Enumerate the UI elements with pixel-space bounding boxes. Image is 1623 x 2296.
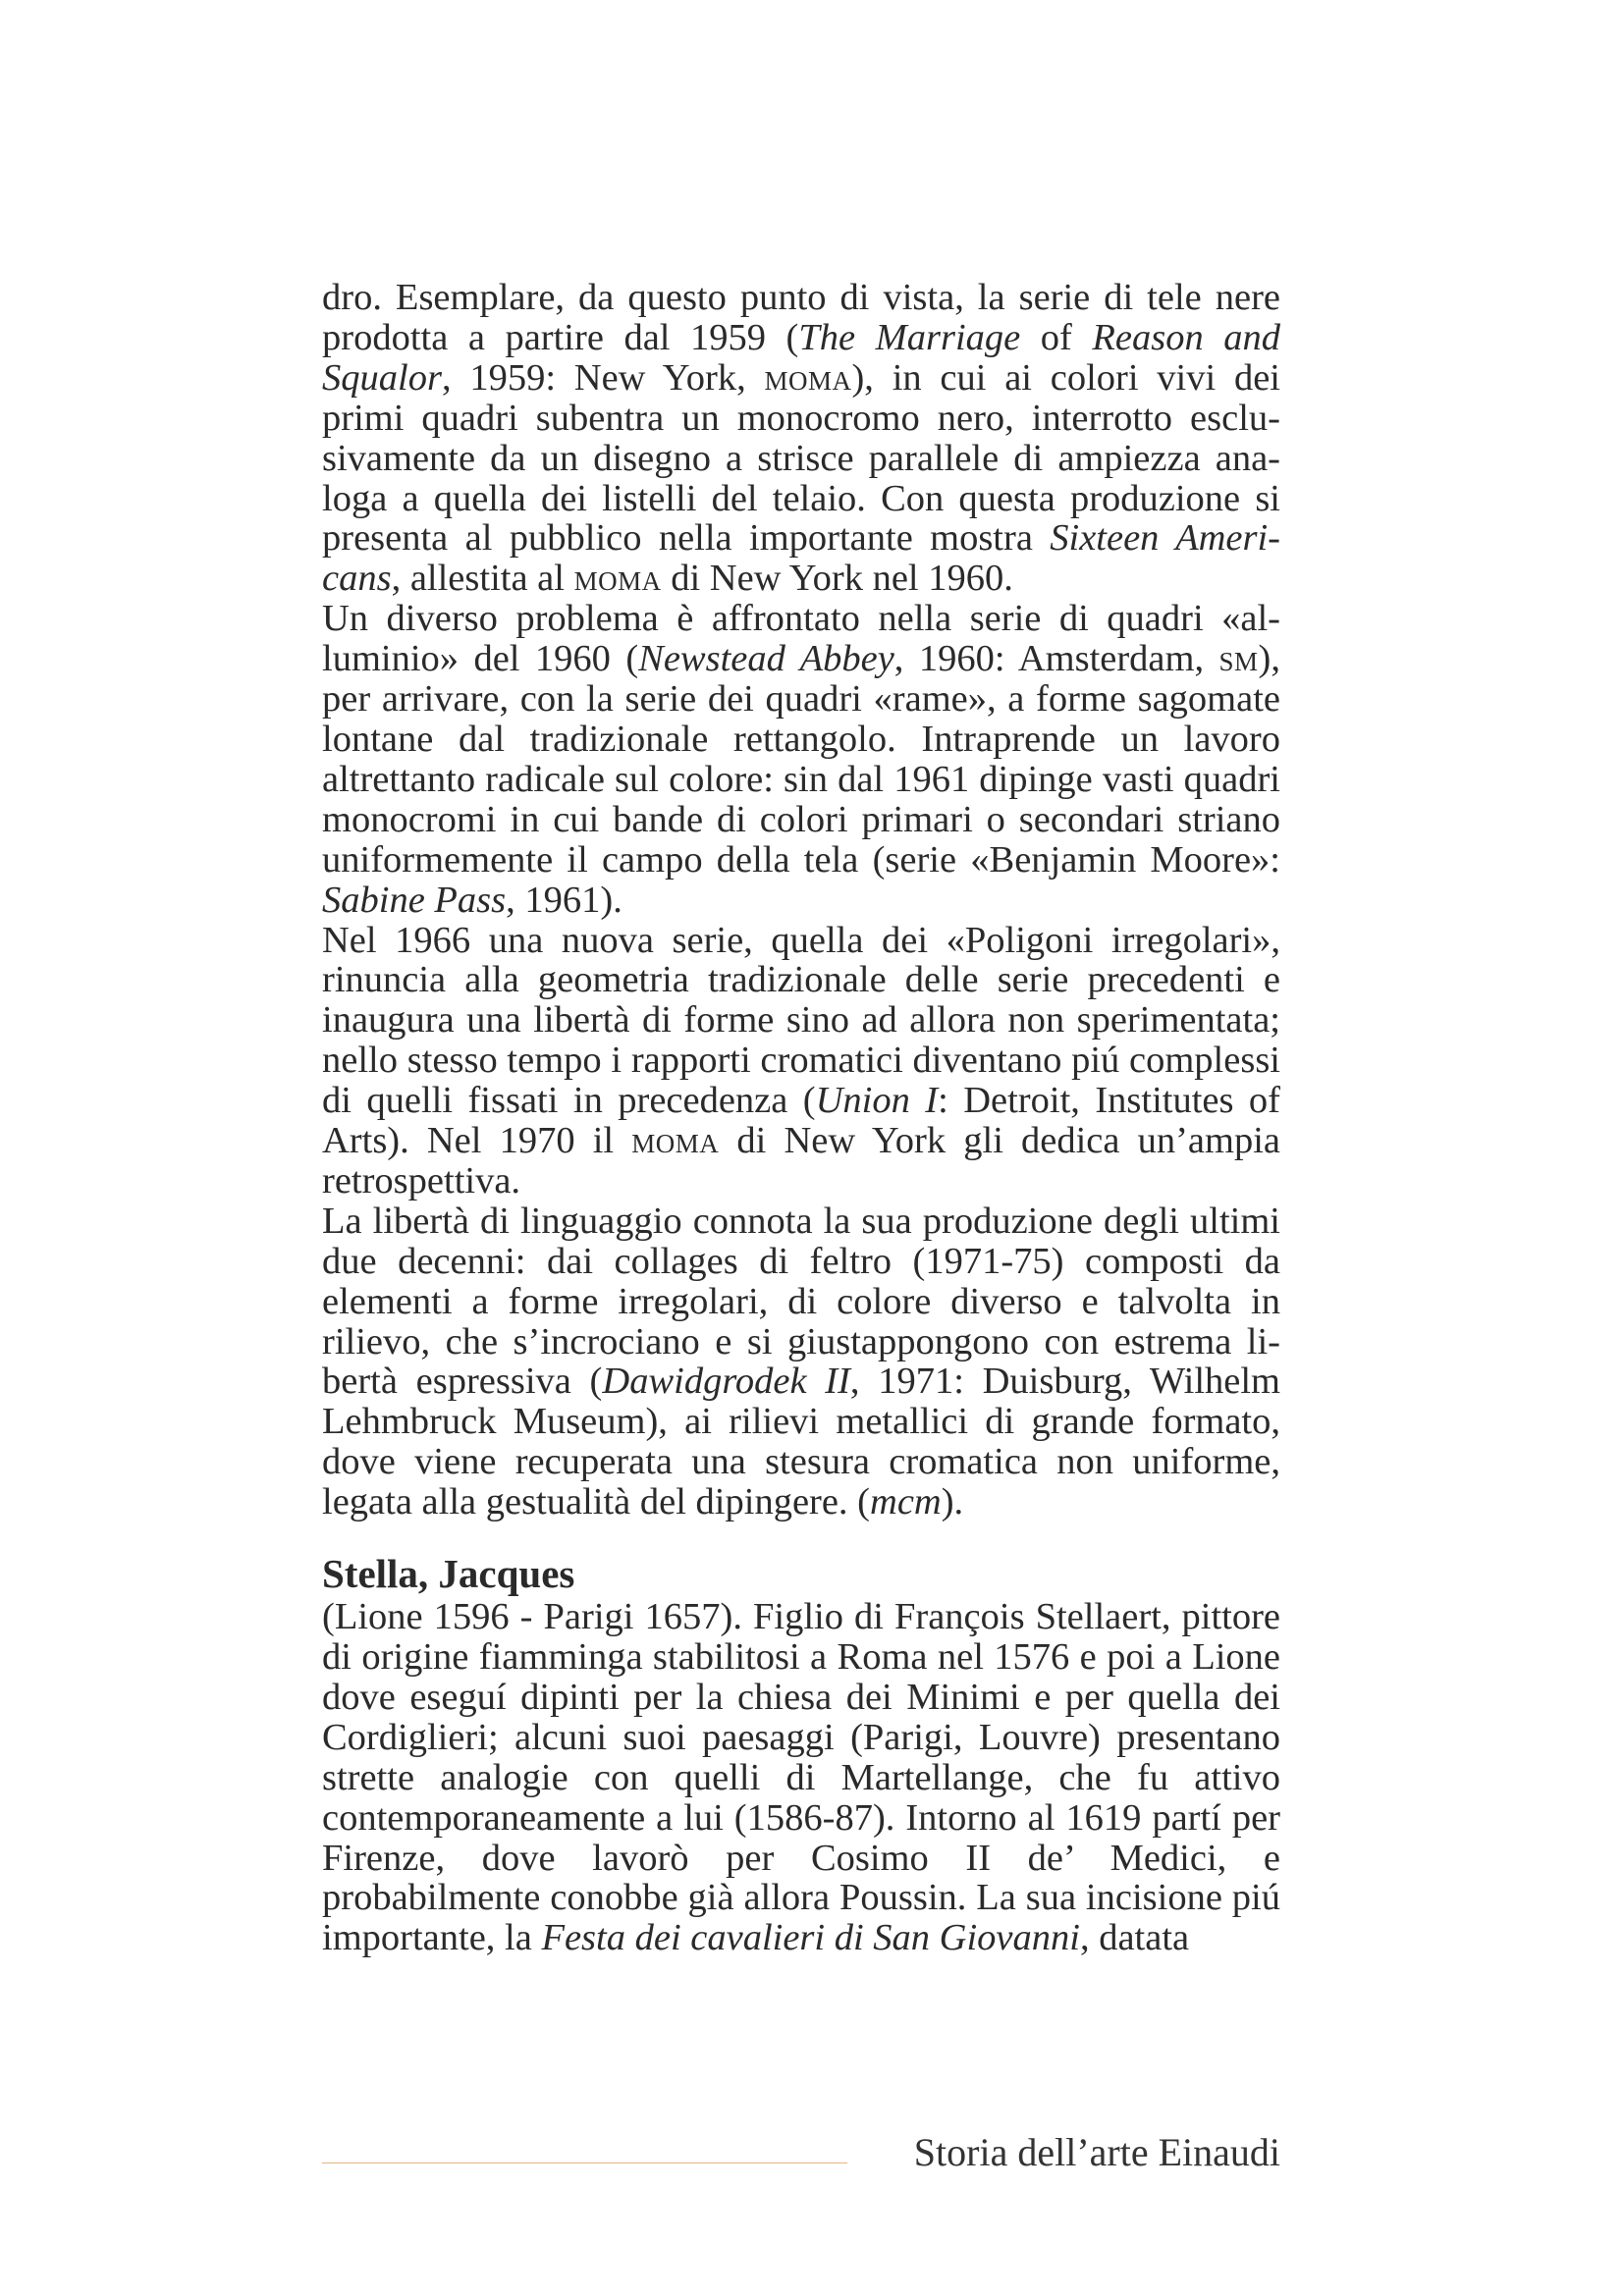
- paragraph: [322, 1597, 1280, 1958]
- artwork-title: Festa dei cavalieri di San Giovanni: [541, 1917, 1080, 1959]
- text-run: Un diverso problema è affrontato nella serie di quadri «alluminio» del 1960 (: [322, 598, 1280, 680]
- paragraph: [322, 278, 1280, 599]
- artwork-title: Reason and Squalor: [322, 316, 1280, 399]
- entry-heading: Stella, Jacques: [322, 1551, 575, 1597]
- exhibition-title: Sixteen Americans: [322, 517, 1280, 600]
- artwork-title: Dawidgrodek II: [602, 1361, 850, 1403]
- text-run: , datata: [1079, 1917, 1190, 1959]
- text-run: of: [1020, 316, 1093, 358]
- museum-abbreviation: moma: [631, 1120, 720, 1162]
- text-run: , 1971: Duisburg, Wilhelm Lehmbruck Museum), ai rilievi metallici di grande formato, dove viene recuperata una stesura cromatica non uniforme, legata alla gestualità del dipingere. (: [322, 1361, 1280, 1523]
- article-body: [322, 278, 1280, 1958]
- text-run: , 1959: New York,: [441, 356, 765, 399]
- text-run: , allestita al: [391, 558, 574, 600]
- artwork-title: Newstead Abbey: [638, 638, 894, 680]
- artwork-title: Union I: [815, 1080, 939, 1122]
- text-run: La libertà di linguaggio connota la sua produzione degli ultimi due decenni: dai collages di feltro (1971-75) composti da elementi a forme irregolari, di colore diverso e talvolta in rilievo, che s’incrociano e si giustappongono con estrema libertà espressiva (: [322, 1200, 1280, 1403]
- text-run: , 1961).: [506, 879, 622, 921]
- text-run: dro. Esemplare, da questo punto di vista, la serie di tele nere prodotta a partire dal 1959 (: [322, 277, 1280, 358]
- text-run: (Lione 1596 - Parigi 1657). Figlio di François Stellaert, pittore di origine fiamminga stabilitosi a Roma nel 1576 e poi a Lione dove eseguí dipinti per la chiesa dei Minimi e per quella dei Cordiglieri; alcuni suoi paesaggi (Parigi, Louvre) presentano strette analogie con quelli di Martellange, che fu attivo contemporaneamente a lui (1586-87). Intorno al 1619 partí per Firenze, dove lavorò per Cosimo II de’ Medici, e probabilmente conobbe già allora Poussin. La sua incisione piú importante, la: [322, 1596, 1280, 1959]
- artwork-title: Sabine Pass: [322, 879, 507, 921]
- publication-title: Storia dell’arte Einaudi: [913, 2130, 1280, 2174]
- text-run: : Detroit, Institutes of Arts). Nel 1970 il: [322, 1080, 1280, 1162]
- text-run: Nel 1966 una nuova serie, quella dei «Poligoni irregolari», rinuncia alla geometria tradizionale delle serie precedenti e inaugura una libertà di forme sino ad allora non sperimentata; nello stesso tempo i rapporti cromatici diventano piú complessi di quelli fissati in precedenza (: [322, 919, 1280, 1122]
- text-run: ).: [941, 1481, 964, 1523]
- paragraph: [322, 599, 1280, 920]
- page-footer: [322, 2128, 1280, 2187]
- text-run: ), per arrivare, con la serie dei quadri «rame», a forme sagomate lontane dal tradizionale rettangolo. Intraprende un lavoro altrettanto radicale sul colore: sin dal 1961 dipinge vasti quadri monocromi in cui bande di colori primari o secondari striano uniformemente il campo della tela (serie «Benjamin Moore»:: [322, 638, 1280, 881]
- museum-abbreviation: sm: [1218, 638, 1259, 680]
- text-run: , 1960: Amsterdam,: [893, 638, 1219, 680]
- paragraph: [322, 1201, 1280, 1522]
- author-initials: mcm: [870, 1481, 942, 1523]
- artwork-title: The Marriage: [798, 316, 1021, 358]
- museum-abbreviation: moma: [573, 558, 662, 600]
- text-run: ), in cui ai colori vivi dei primi quadri subentra un monocromo nero, interrotto esclusivamente da un disegno a strisce parallele di ampiezza analoga a quella dei listelli del telaio. Con questa produzione si presenta al pubblico nella importante mostra: [322, 356, 1280, 560]
- text-run: di New York gli dedica un’ampia retrospettiva.: [322, 1120, 1281, 1201]
- museum-abbreviation: moma: [764, 356, 852, 399]
- paragraph: [322, 921, 1280, 1201]
- text-run: di New York nel 1960.: [661, 558, 1013, 600]
